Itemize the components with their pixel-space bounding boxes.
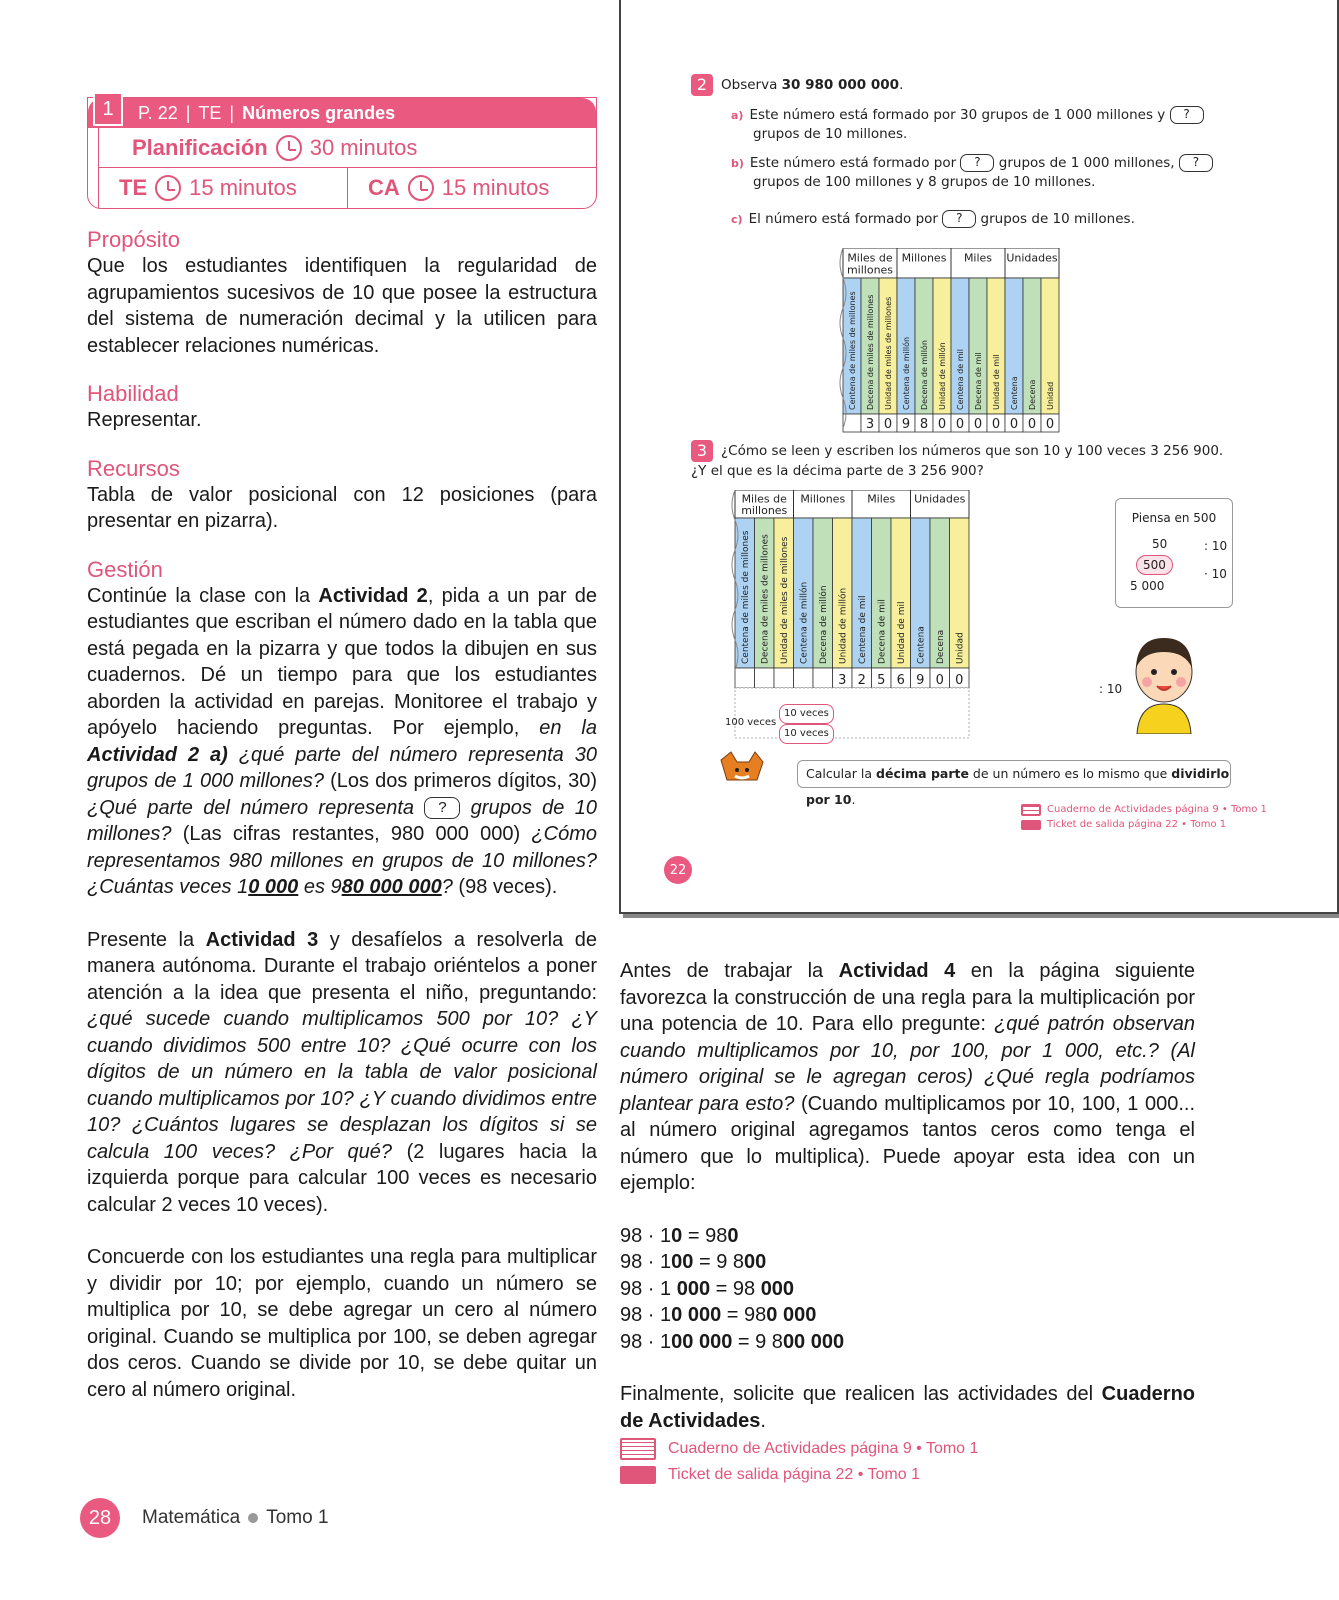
equation-line: 98 · 1 000 = 98 000 xyxy=(620,1277,795,1300)
table-group-header: Millones xyxy=(800,492,846,506)
ref-ticket: Ticket de salida página 22 • Tomo 1 xyxy=(620,1466,920,1484)
table-column-label: Centena de miles de millones xyxy=(848,291,857,410)
table-column-label: Decena de millón xyxy=(818,585,829,664)
place-value-table-1 xyxy=(829,248,1061,434)
clock-icon xyxy=(276,135,302,161)
table-digit: 0 xyxy=(955,417,965,432)
table-column-label: Unidad de millón xyxy=(938,342,947,410)
clock-icon xyxy=(408,175,434,201)
table-column-label: Decena de miles de millones xyxy=(866,294,875,410)
student-ref-2: Ticket de salida página 22 • Tomo 1 xyxy=(1021,816,1226,834)
bubble-mul: · 10 xyxy=(1204,567,1227,581)
activity-2c: c) El número está formado por ? grupos de 10 millones. xyxy=(731,211,1135,227)
time-split-row xyxy=(98,168,596,208)
fox-mascot-icon xyxy=(717,750,767,786)
bubble-div: : 10 xyxy=(1204,539,1228,553)
tip-box: Calcular la décima parte de un número es lo mismo que dividirlo por 10. xyxy=(797,760,1231,788)
activity-2-intro: 2 Observa 30 980 000 000. xyxy=(691,74,903,96)
planning-row xyxy=(98,128,596,168)
lesson-topic: Números grandes xyxy=(242,102,396,123)
activity-3-question: 3 ¿Cómo se leen y escriben los números que son 10 y 100 veces 3 256 900. ¿Y el que es la décima parte de 3 256 900? xyxy=(691,441,1224,479)
table-digit: 0 xyxy=(1027,417,1037,432)
gestion-title: Gestión xyxy=(87,556,163,582)
lesson-header-bar: 1 P. 22 | TE | Números grandes xyxy=(88,98,596,128)
bubble-title: Piensa en 500 xyxy=(1131,511,1217,525)
teacher-notes xyxy=(87,97,597,1403)
right-paragraph-1: Antes de trabajar la Actividad 4 en la página siguiente favorezca la construcción de una regla para la multiplicación por una potencia de 10. Para ello pregunte: ¿qué patrón observan cuando multiplicamos por 10, por 100, por 1 000, etc.? (Al número original se le agregan ceros) ¿Qué regla podríamos plantear para esto? (Cuando multiplicamos por 10, 100, 1 000... al número original agregamos tantos ceros como tenga el número que lo multiplica). Puede apoyar esta idea con un ejemplo: xyxy=(620,960,1196,1194)
table-group-header: Unidades xyxy=(1006,251,1058,265)
footer-subject: Matemática xyxy=(142,1507,241,1528)
bubble-500: 500 xyxy=(1136,555,1173,575)
equation-list xyxy=(620,1223,1195,1356)
gestion-paragraph-1: Continúe la clase con la Actividad 2, pida a un par de estudiantes que escriban el número dado en la tabla que está pegada en la pizarra y que todos la dibujen en sus cuadernos. Dé un tiempo para que los estudiantes aborden la actividad en parejas. Monitoree el trabajo y apóyelo haciendo preguntas. Por ejemplo, en la Actividad 2 a) ¿qué parte del número representa 30 grupos de 1 000 millones? (Los dos primeros dígitos, 30) ¿Qué parte del número representa ? grupos de 10 millones? (Las cifras restantes, 980 000 000) ¿Cómo representamos 980 millones en grupos de 10 millones? ¿Cuántas veces 10 000 es 980 000 000? (98 veces). xyxy=(87,584,597,898)
hundred-times-label: 100 veces xyxy=(725,717,777,728)
table-column-label: Centena de mil xyxy=(857,595,868,664)
table-digit: 0 xyxy=(1045,417,1055,432)
student-ref-1: Cuaderno de Actividades página 9 • Tomo 1 xyxy=(1021,801,1267,819)
book-icon xyxy=(1021,804,1041,816)
table-digit: 0 xyxy=(935,673,944,688)
equation-line: 98 · 10 000 = 980 000 xyxy=(620,1304,817,1326)
table-group-header: Miles de xyxy=(741,492,787,506)
page-number: 28 xyxy=(80,1498,120,1538)
right-paragraph-2: Finalmente, solicite que realicen las actividades del Cuaderno de Actividades. xyxy=(620,1383,1195,1432)
table-digit: 0 xyxy=(991,417,1001,432)
proposito-title: Propósito xyxy=(87,227,180,252)
table-digit: 3 xyxy=(865,417,875,432)
equation-line: 98 · 100 000 = 9 800 000 xyxy=(620,1330,845,1353)
table-column-label: Decena xyxy=(1028,379,1037,410)
lesson-number: 1 xyxy=(93,92,123,126)
page-ref: P. 22 xyxy=(138,102,178,123)
footer-dot xyxy=(248,1513,258,1523)
tag-te: TE xyxy=(198,102,222,123)
recursos-title: Recursos xyxy=(87,455,180,481)
gestion-paragraph-3: Concuerde con los estudiantes una regla para multiplicar y dividir por 10; por ejemplo, cuando un número se multiplica por 10, se debe agregar un cero al número original. Cuando se multiplica por 100, se deben agregar dos ceros. Cuando se divide por 10, se debe quitar un cero al número original. xyxy=(87,1246,597,1401)
lesson-header-box xyxy=(87,97,597,209)
bubble-5000: 5 000 xyxy=(1130,579,1165,593)
proposito-text: Que los estudiantes identifiquen la regularidad de agrupamientos sucesivos de 10 que posee la estructura del sistema de numeración decimal y la utilicen para establecer relaciones numéricas. xyxy=(87,255,597,357)
table-column-label: Unidad de miles de millones xyxy=(779,536,790,664)
footer-tomo: Tomo 1 xyxy=(266,1507,329,1528)
table-column-label: Centena de millón xyxy=(902,336,911,410)
planning-label: Planificación xyxy=(132,134,268,160)
thought-bubble xyxy=(1115,498,1233,608)
equation-line: 98 · 100 = 9 800 xyxy=(620,1251,767,1273)
table-group-header: Unidades xyxy=(914,492,966,506)
student-page-thumbnail xyxy=(619,0,1339,914)
equation-line: 98 · 10 = 980 xyxy=(620,1224,739,1247)
table-column-label: Unidad de millón xyxy=(838,587,849,664)
te-cell xyxy=(99,168,347,208)
table-column-label: Unidad xyxy=(1046,381,1055,410)
table-digit: 0 xyxy=(883,417,893,432)
ca-label: CA xyxy=(368,175,400,200)
ticket-icon xyxy=(620,1466,656,1484)
table-column-label: Unidad de miles de millones xyxy=(884,296,893,410)
habilidad-title: Habilidad xyxy=(87,381,179,406)
table-digit: 2 xyxy=(857,673,866,688)
te-time: 15 minutos xyxy=(189,175,297,200)
divide-by-10-label: : 10 xyxy=(1099,682,1123,696)
ca-cell xyxy=(347,168,596,208)
table-column-label: Unidad xyxy=(955,632,966,664)
bubble-50: 50 xyxy=(1152,537,1168,551)
ten-times-label-2: 10 veces xyxy=(779,724,834,744)
ref-cuaderno: Cuaderno de Actividades página 9 • Tomo 1 xyxy=(620,1438,978,1460)
table-digit: 3 xyxy=(838,673,847,688)
boy-character-icon xyxy=(1129,624,1199,734)
table-digit: 9 xyxy=(916,673,925,688)
table-column-label: Centena xyxy=(916,626,927,664)
table-group-header: Miles xyxy=(963,251,993,265)
ca-time: 15 minutos xyxy=(441,175,550,200)
question-box: ? xyxy=(424,797,460,819)
table-group-header: Miles de xyxy=(847,251,893,265)
table-digit: 0 xyxy=(937,417,947,432)
book-icon xyxy=(620,1438,656,1460)
table-column-label: Decena de mil xyxy=(877,599,888,664)
table-digit: 5 xyxy=(877,673,886,688)
table-digit: 0 xyxy=(1009,417,1019,432)
ten-times-label-1: 10 veces xyxy=(779,704,834,724)
table-group-header: Miles xyxy=(867,492,896,506)
table-column-label: Unidad de mil xyxy=(896,601,907,664)
right-column-notes xyxy=(620,958,1195,1434)
table-column-label: Decena de mil xyxy=(974,352,983,410)
table-digit: 8 xyxy=(919,417,929,432)
table-column-label: Centena xyxy=(1010,376,1019,410)
table-column-label: Unidad de mil xyxy=(992,354,1001,410)
activity-2b: b) Este número está formado por ? grupos de 1 000 millones, ? grupos de 100 millones y 8 grupos de 10 millones. xyxy=(731,154,1251,191)
activity-2a: a) Este número está formado por 30 grupos de 1 000 millones y ? grupos de 10 millones. xyxy=(731,106,1231,143)
table-column-label: Centena de miles de millones xyxy=(740,530,751,664)
student-page-number: 22 xyxy=(664,856,692,884)
table-digit: 0 xyxy=(955,673,964,688)
gestion-paragraph-2: Presente la Actividad 3 y desafíelos a resolverla de manera autónoma. Durante el trabajo oriéntelos a poner atención a la idea que presenta el niño, preguntando: ¿qué sucede cuando multiplicamos 500 por 10? ¿Y cuando dividimos 500 entre 10? ¿Qué ocurre con los dígitos de un número en la tabla de valor posicional cuando multiplicamos por 10? ¿Y cuando dividimos entre 10? ¿Cuántos lugares se desplazan los dígitos si se calcula 100 veces? ¿Por qué? (2 lugares hacia la izquierda porque para calcular 100 veces es necesario calcular 2 veces 10 veces). xyxy=(87,928,597,1216)
table-digit: 0 xyxy=(973,417,983,432)
recursos-text: Tabla de valor posicional con 12 posiciones (para presentar en pizarra). xyxy=(87,483,597,532)
habilidad-text: Representar. xyxy=(87,409,202,431)
table-digit: 9 xyxy=(901,417,911,432)
table-group-header: Millones xyxy=(901,251,947,265)
page-footer xyxy=(80,1498,329,1538)
table-column-label: Centena de mil xyxy=(956,349,965,410)
ticket-icon xyxy=(1021,820,1041,830)
table-column-label: Decena xyxy=(935,629,946,664)
table-column-label: Decena de miles de millones xyxy=(760,534,771,664)
table-group-header-line2: millones xyxy=(741,503,788,517)
clock-icon xyxy=(155,175,181,201)
planning-time: 30 minutos xyxy=(309,134,418,160)
table-group-header-line2: millones xyxy=(846,263,894,277)
table-column-label: Centena de millón xyxy=(799,581,810,664)
te-label: TE xyxy=(119,175,148,200)
table-digit: 6 xyxy=(896,673,905,688)
table-column-label: Decena de millón xyxy=(920,340,929,410)
